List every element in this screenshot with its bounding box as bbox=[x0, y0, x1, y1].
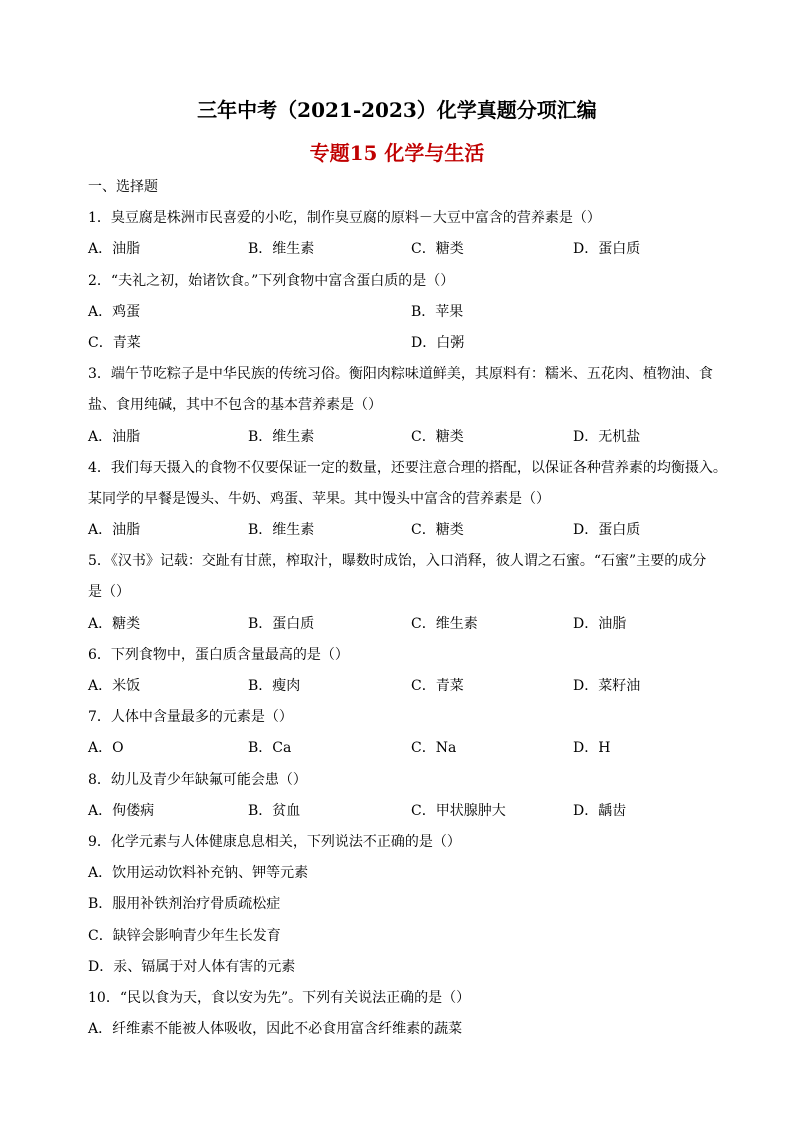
option-b: B．贫血 bbox=[248, 802, 301, 819]
question-stem: 6．下列食物中，蛋白质含量最高的是（） bbox=[88, 646, 349, 663]
option-b: B．维生素 bbox=[248, 428, 315, 445]
option-b: B．蛋白质 bbox=[248, 615, 315, 632]
option-c: C．糖类 bbox=[411, 241, 464, 258]
option-d: D．H bbox=[573, 740, 611, 757]
option-a: A．油脂 bbox=[88, 241, 141, 258]
option-row bbox=[88, 800, 718, 831]
question-stem: 7．人体中含量最多的元素是（） bbox=[88, 709, 293, 726]
option-b: B．维生素 bbox=[248, 241, 315, 258]
question-stem: 10．“民以食为天，食以安为先”。下列有关说法正确的是（） bbox=[88, 989, 471, 1006]
option-d: D．蛋白质 bbox=[573, 522, 641, 539]
page-subtitle: 专题15 化学与生活 bbox=[309, 141, 485, 165]
option-a: A．O bbox=[88, 740, 124, 757]
question-list bbox=[88, 176, 727, 1049]
option-b: B．服用补铁剂治疗骨质疏松症 bbox=[88, 896, 281, 913]
question-stem: 2．“夫礼之初，始诸饮食。”下列食物中富含蛋白质的是（） bbox=[88, 272, 455, 289]
option-c: C．青菜 bbox=[411, 678, 464, 694]
option-a: A．糖类 bbox=[88, 615, 141, 632]
option-c: C．糖类 bbox=[411, 428, 464, 445]
option-d: D．油脂 bbox=[573, 615, 627, 632]
page-title: 三年中考（2021-2023）化学真题分项汇编 bbox=[197, 98, 597, 122]
option-a: A．纤维素不能被人体吸收，因此不必食用富含纤维素的蔬菜 bbox=[88, 1021, 463, 1038]
option-a: A．油脂 bbox=[88, 522, 141, 539]
option-row bbox=[88, 737, 718, 768]
option-a: A．鸡蛋 bbox=[88, 303, 141, 320]
question-stem: 4．我们每天摄入的食物不仅要保证一定的数量，还要注意合理的搭配，以保证各种营养素的均衡摄入。 bbox=[88, 459, 727, 476]
option-c: C．青菜 bbox=[88, 334, 141, 351]
option-row bbox=[88, 675, 718, 706]
option-d: D．蛋白质 bbox=[573, 241, 641, 258]
option-c: C．甲状腺肿大 bbox=[411, 802, 506, 819]
question-stem: 5．《汉书》记载：交趾有甘蔗，榨取汁，曝数时成饴，入口消释，彼人谓之石蜜。“石蜜”主要的成分 bbox=[88, 553, 707, 570]
question-stem: 9．化学元素与人体健康息息相关，下列说法不正确的是（） bbox=[88, 833, 461, 850]
option-c: C．缺锌会影响青少年生长发育 bbox=[88, 927, 281, 944]
option-d: D．白粥 bbox=[411, 334, 465, 351]
option-row bbox=[88, 301, 718, 332]
question-stem-cont: 盐、食用纯碱，其中不包含的基本营养素是（） bbox=[88, 397, 382, 414]
option-b: B．瘦肉 bbox=[248, 678, 301, 694]
question-stem: 3．端午节吃粽子是中华民族的传统习俗。衡阳肉粽味道鲜美，其原料有：糯米、五花肉、植物油、食 bbox=[88, 366, 713, 383]
option-d: D．无机盐 bbox=[573, 428, 641, 445]
option-a: A．油脂 bbox=[88, 428, 141, 445]
option-d: D．汞、镉属于对人体有害的元素 bbox=[88, 958, 296, 975]
option-row bbox=[88, 238, 718, 269]
option-c: C．糖类 bbox=[411, 522, 464, 539]
option-row bbox=[88, 613, 718, 644]
option-a: A．佝偻病 bbox=[88, 802, 155, 819]
question-stem: 8．幼儿及青少年缺氟可能会患（） bbox=[88, 771, 307, 788]
section-heading: 一、选择题 bbox=[88, 179, 158, 195]
option-row bbox=[88, 426, 718, 457]
option-c: C．Na bbox=[411, 740, 457, 757]
question-stem: 1．臭豆腐是株洲市民喜爱的小吃，制作臭豆腐的原料－大豆中富含的营养素是（） bbox=[88, 210, 601, 227]
option-c: C．维生素 bbox=[411, 615, 478, 632]
option-b: B．维生素 bbox=[248, 522, 315, 539]
question-stem-cont: 是（） bbox=[88, 584, 130, 601]
option-a: A．饮用运动饮料补充钠、钾等元素 bbox=[88, 865, 309, 882]
option-b: B．苹果 bbox=[411, 303, 464, 320]
option-row bbox=[88, 519, 718, 550]
option-a: A．米饭 bbox=[88, 678, 141, 694]
option-d: D．菜籽油 bbox=[573, 678, 641, 694]
question-stem-cont: 某同学的早餐是馒头、牛奶、鸡蛋、苹果。其中馒头中富含的营养素是（） bbox=[88, 490, 550, 507]
option-b: B．Ca bbox=[248, 740, 292, 757]
option-d: D．龋齿 bbox=[573, 802, 627, 819]
option-row bbox=[88, 332, 718, 363]
